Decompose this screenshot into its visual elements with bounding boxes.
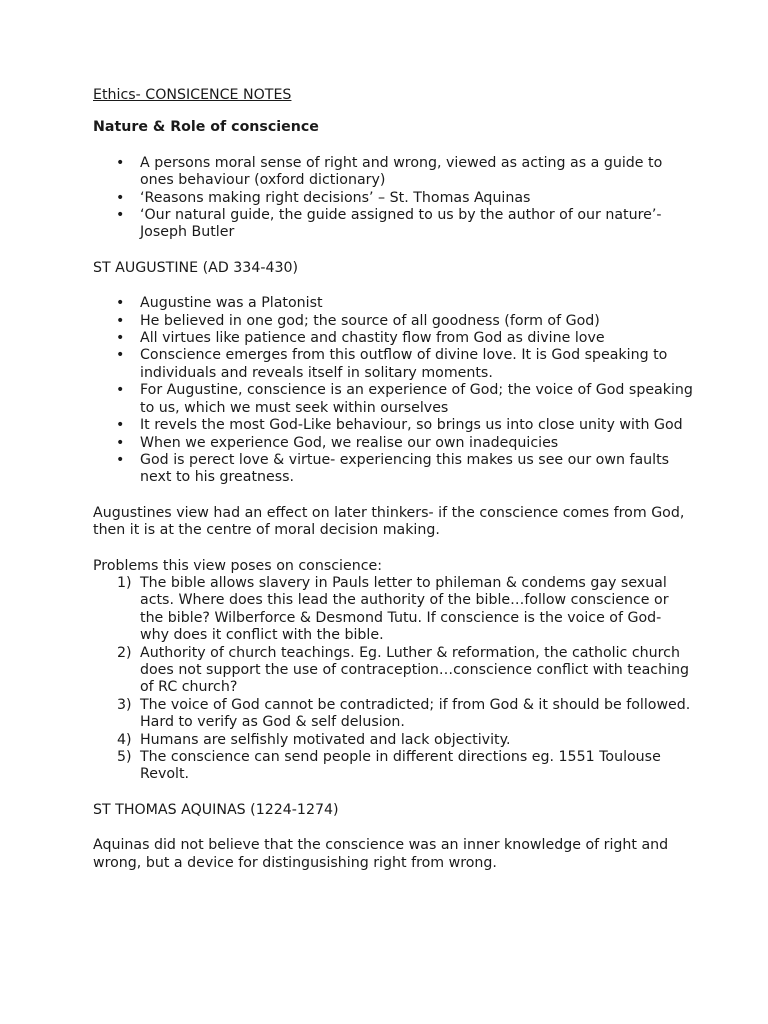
- list-item: • He believed in one god; the source of all goodness (form of God): [93, 313, 693, 330]
- augustine-bullet-list: [93, 295, 693, 486]
- problems-list: [93, 575, 693, 784]
- list-number: 3): [117, 696, 132, 713]
- list-item-text: Authority of church teachings. Eg. Luther & reformation, the catholic church does not support the use of contraception…conscience conflict with teaching of RC church?: [140, 644, 690, 696]
- aquinas-text: Aquinas did not believe that the conscience was an inner knowledge of right and wrong, but a device for distingusishing right from wrong.: [93, 837, 669, 871]
- list-item: • A persons moral sense of right and wrong, viewed as acting as a guide to ones behaviour (oxford dictionary): [93, 155, 693, 190]
- list-item: [93, 732, 693, 749]
- list-item: • ‘Our natural guide, the guide assigned to us by the author of our nature’- Joseph Butler: [93, 207, 693, 242]
- list-item-text: Humans are selfishly motivated and lack objectivity.: [140, 731, 511, 748]
- list-item-text: The voice of God cannot be contradicted; if from God & it should be followed. Hard to verify as God & self delusion.: [140, 696, 691, 731]
- list-number: 5): [117, 749, 132, 765]
- list-item: [93, 575, 693, 645]
- nature-heading: Nature & Role of conscience: [93, 119, 319, 136]
- list-item: [93, 645, 693, 697]
- list-item: • All virtues like patience and chastity flow from God as divine love: [93, 330, 693, 347]
- list-item: • It revels the most God-Like behaviour, so brings us into close unity with God: [93, 417, 693, 434]
- nature-bullet-list: [93, 155, 693, 242]
- list-item-text: The conscience can send people in different directions eg. 1551 Toulouse Revolt.: [140, 749, 661, 783]
- document-title: Ethics- CONSICENCE NOTES: [93, 87, 292, 103]
- augustine-heading: ST AUGUSTINE (AD 334-430): [93, 259, 299, 276]
- list-item-text: The bible allows slavery in Pauls letter to phileman & condems gay sexual acts. Where does this lead the authority of the bible…follow conscience or the bible? Wilberforce & Desmond Tutu. If conscience is the voice of God- why does it conflict with the bible.: [140, 574, 669, 644]
- list-item: • Augustine was a Platonist: [93, 295, 693, 312]
- list-item: • ‘Reasons making right decisions’ – St. Thomas Aquinas: [93, 190, 693, 207]
- list-item: • When we experience God, we realise our own inadequicies: [93, 435, 693, 452]
- aquinas-heading: ST THOMAS AQUINAS (1224-1274): [93, 801, 339, 818]
- list-item: [93, 697, 693, 732]
- list-item: • God is perect love & virtue- experiencing this makes us see our own faults next to his greatness.: [93, 452, 693, 487]
- list-number: 2): [117, 644, 132, 661]
- problems-intro: Problems this view poses on conscience:: [93, 557, 383, 574]
- document-page: [93, 87, 693, 872]
- list-item: [93, 749, 693, 784]
- augustine-summary: Augustines view had an effect on later thinkers- if the conscience comes from God, then it is at the centre of moral decision making.: [93, 504, 685, 539]
- list-item: • For Augustine, conscience is an experience of God; the voice of God speaking to us, which we must seek within ourselves: [93, 382, 693, 417]
- list-number: 1): [117, 574, 132, 591]
- list-number: 4): [117, 731, 132, 748]
- list-item: • Conscience emerges from this outflow of divine love. It is God speaking to individuals and reveals itself in solitary moments.: [93, 347, 693, 382]
